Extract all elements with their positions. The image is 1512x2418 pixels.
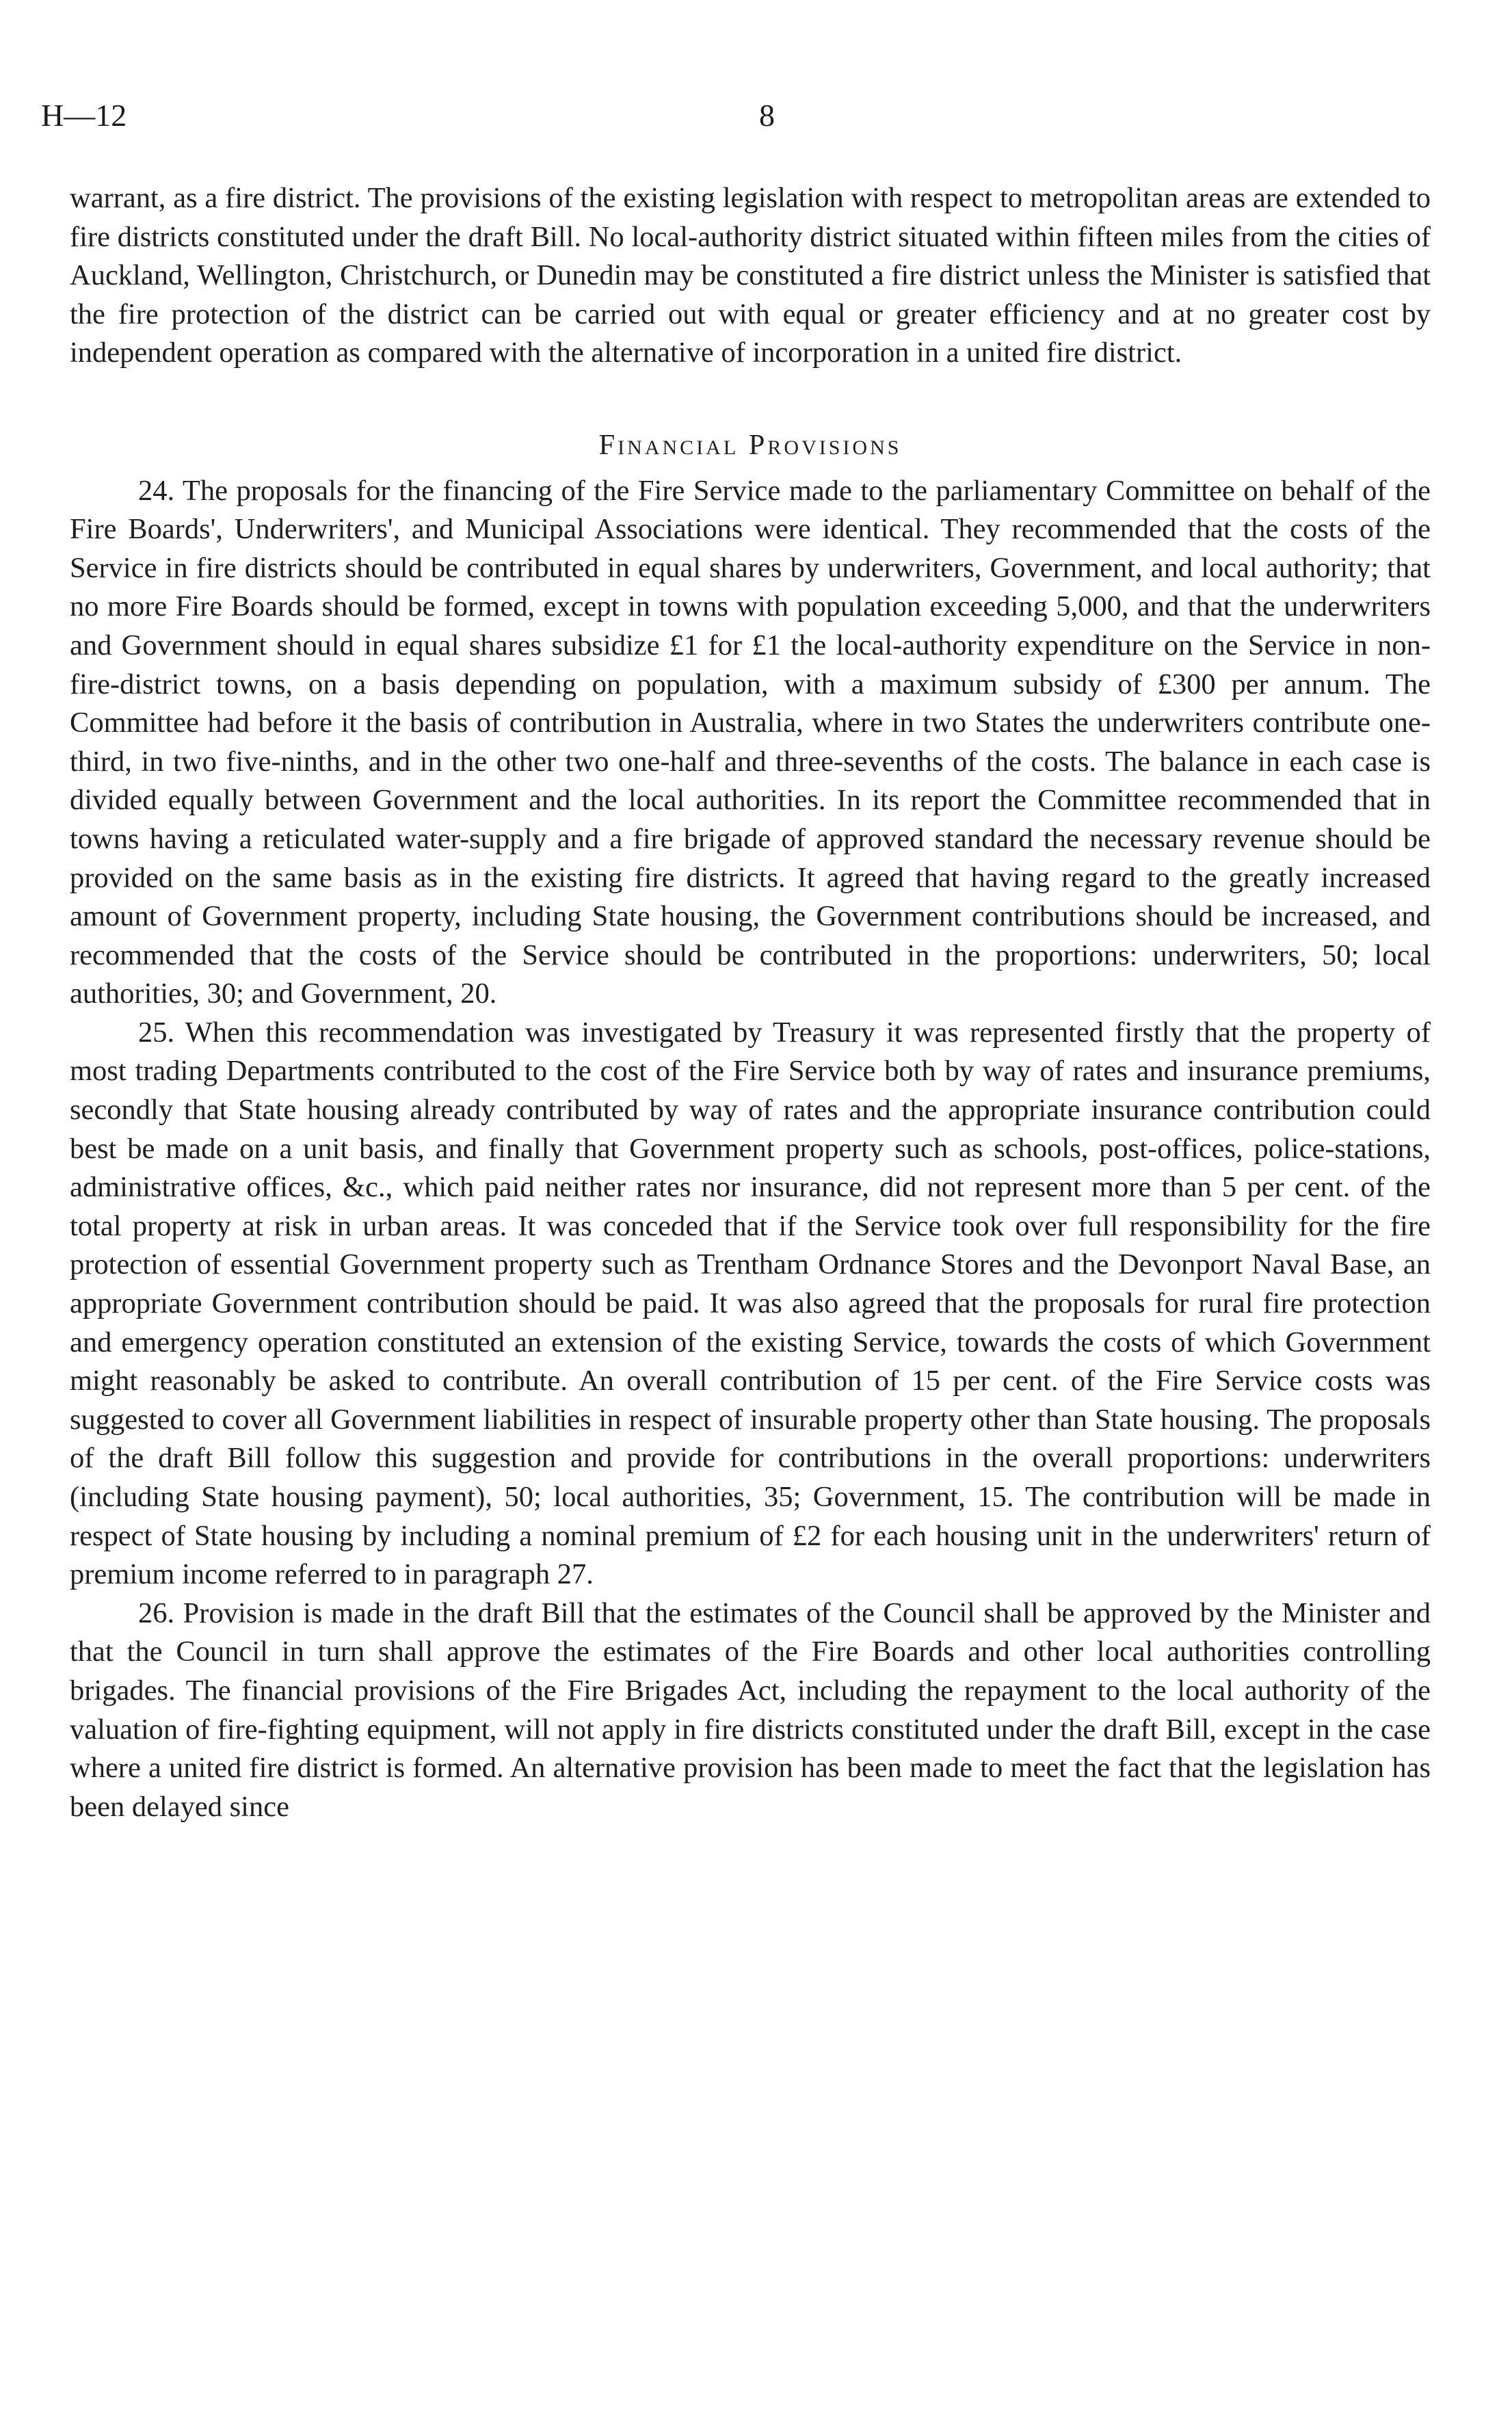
body-text [70,179,1431,1826]
section-heading-financial-provisions: Financial Provisions [598,428,902,461]
paragraph-26: 26. Provision is made in the draft Bill that the estimates of the Council shall be approved by the Minister and that the Council in turn shall approve the estimates of the Fire Boards and other local authorities controlling brigades. The financial provisions of the Fire Brigades Act, including the repayment to the local authority of the valuation of fire-fighting equipment, will not apply in fire districts constituted under the draft Bill, except in the case where a united fire district is formed. An alternative provision has been made to meet the fact that the legislation has been delayed since [70,1596,1431,1823]
paragraph-24: 24. The proposals for the financing of the Fire Service made to the parliamentary Committee on behalf of the Fire Boards', Underwriters', and Municipal Associations were identical. They recommended that the costs of the Service in fire districts should be contributed in equal shares by underwriters, Government, and local authority; that no more Fire Boards should be formed, except in towns with population exceeding 5,000, and that the underwriters and Government should in equal shares subsidize £1 for £1 the local-authority expenditure on the Service in non-fire-district towns, on a basis depending on population, with a maximum subsidy of £300 per annum. The Committee had before it the basis of contribution in Australia, where in two States the underwriters contribute one-third, in two five-ninths, and in the other two one-half and three-sevenths of the costs. The balance in each case is divided equally between Government and the local authorities. In its report the Committee recommended that in towns having a reticulated water-supply and a fire brigade of approved standard the necessary revenue should be provided on the same basis as in the existing fire districts. It agreed that having regard to the greatly increased amount of Government property, including State housing, the Government contributions should be increased, and recommended that the costs of the Service should be contributed in the proportions: underwriters, 50; local authorities, 30; and Government, 20. [70,474,1431,1010]
paragraph-23-continued: warrant, as a fire district. The provisions of the existing legislation with respect to metropolitan areas are extended to fire districts constituted under the draft Bill. No local-authority district situated within fifteen miles from the cities of Auckland, Wellington, Christchurch, or Dunedin may be constituted a fire district unless the Minister is satisfied that the fire protection of the district can be carried out with equal or greater efficiency and at no greater cost by independent operation as compared with the alternative of incorporation in a united fire district. [70,182,1431,369]
document-reference: H—12 [41,98,127,133]
running-head [41,97,1436,152]
page-number: 8 [759,98,775,133]
paragraph-25: 25. When this recommendation was investigated by Treasury it was represented firstly that the property of most trading Departments contributed to the cost of the Fire Service both by way of rates and insurance premiums, secondly that State housing already contributed by way of rates and the appropriate insurance contribution could best be made on a unit basis, and finally that Government property such as schools, post-offices, police-stations, administrative offices, &c., which paid neither rates nor insurance, did not represent more than 5 per cent. of the total property at risk in urban areas. It was conceded that if the Service took over full responsibility for the fire protection of essential Government property such as Trentham Ordnance Stores and the Devonport Naval Base, an appropriate Government contribution should be paid. It was also agreed that the proposals for rural fire protection and emergency operation constituted an extension of the existing Service, towards the costs of which Government might reasonably be asked to contribute. An overall contribution of 15 per cent. of the Fire Service costs was suggested to cover all Government liabilities in respect of insurable property other than State housing. The proposals of the draft Bill follow this suggestion and provide for contributions in the overall proportions: underwriters (including State housing payment), 50; local authorities, 35; Government, 15. The contribution will be made in respect of State housing by including a nominal premium of £2 for each housing unit in the underwriters' return of premium income referred to in paragraph 27. [70,1016,1431,1591]
